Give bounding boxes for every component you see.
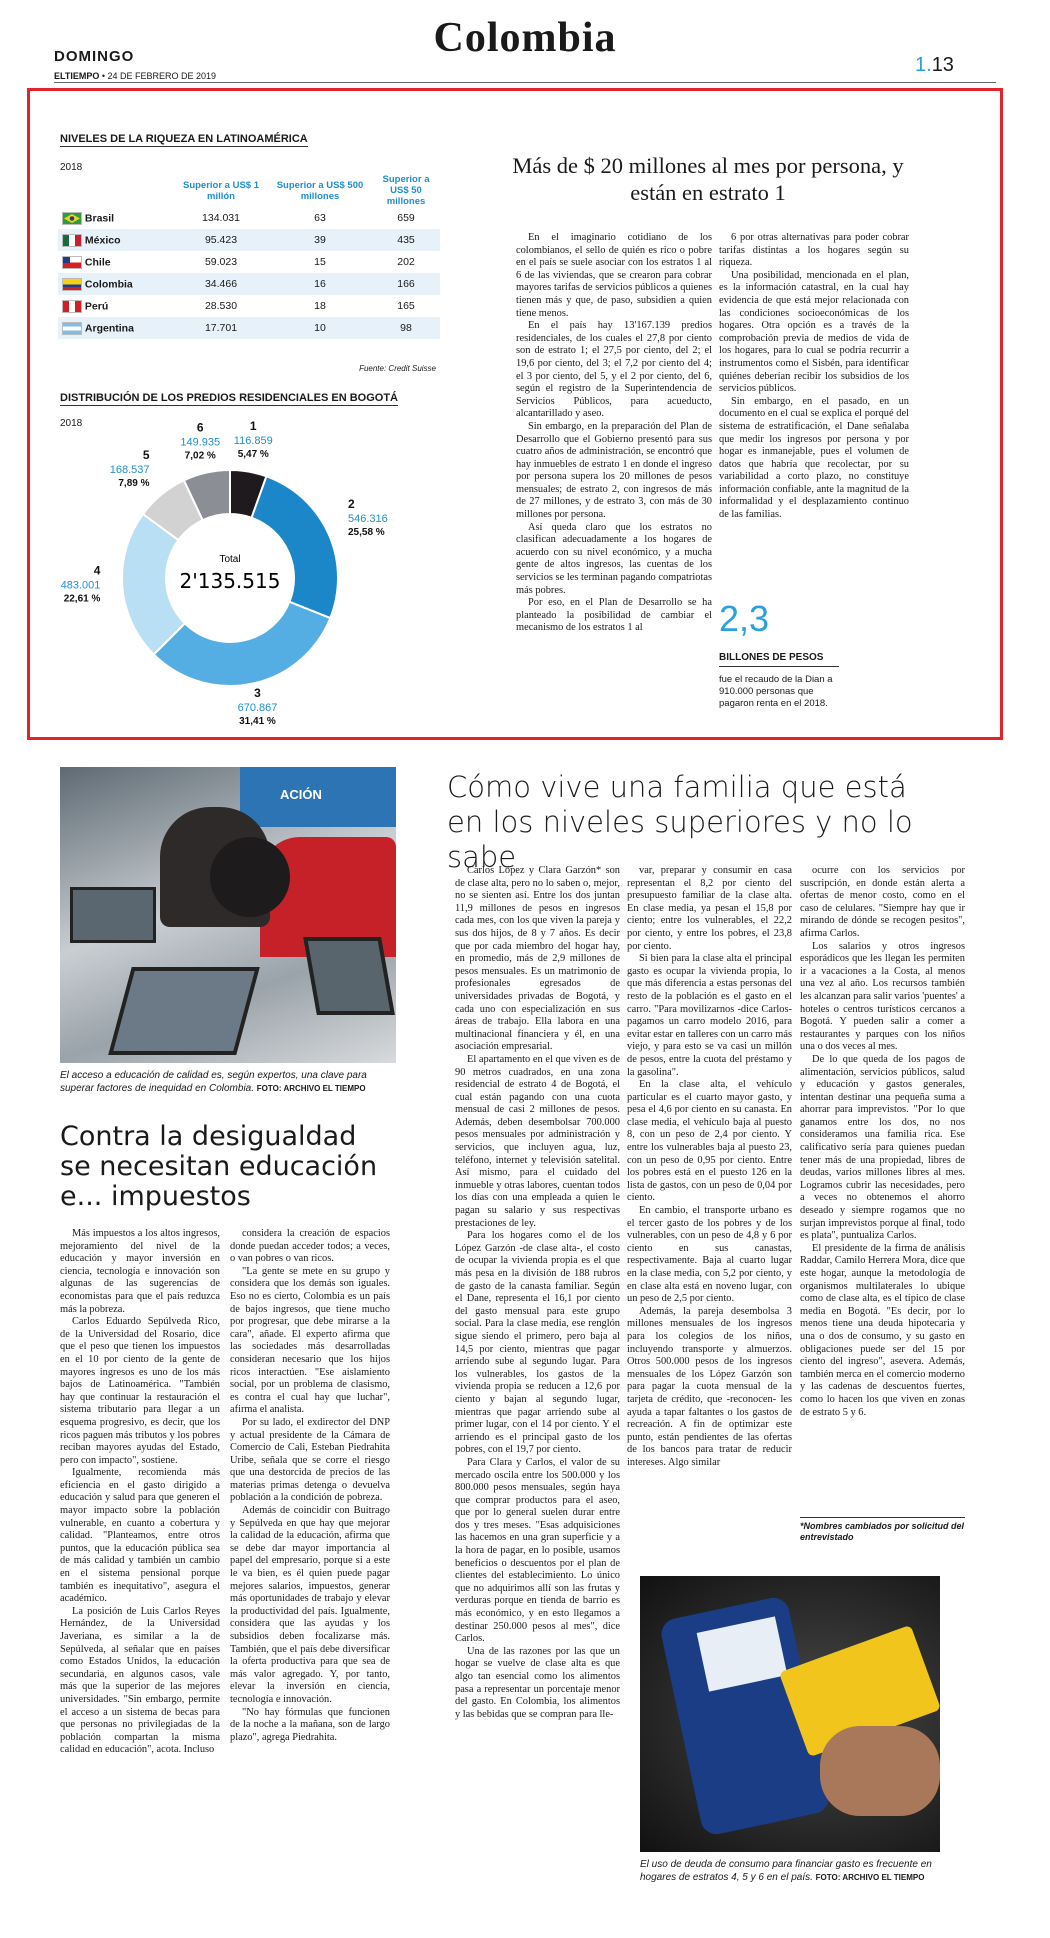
photo2-caption bbox=[640, 1858, 950, 1884]
photo-tablet bbox=[303, 937, 395, 1015]
country-name: Brasil bbox=[84, 211, 115, 224]
colombia-flag-icon bbox=[62, 278, 82, 291]
cell-500m: 63 bbox=[314, 212, 326, 224]
stat-label: BILLONES DE PESOS bbox=[719, 652, 839, 667]
paragraph: Más impuestos a los altos ingresos, mejoramiento del nivel de la educación y mayor inversión en ciencia, tecnología e innovación son algunas de las sugerencias de economistas para que el país reduzca más la pobreza. bbox=[60, 1228, 220, 1315]
cell-1m: 59.023 bbox=[204, 256, 238, 268]
cell-500m: 39 bbox=[268, 229, 372, 251]
page-value: 13 bbox=[931, 54, 954, 76]
cell-500m: 10 bbox=[268, 317, 372, 339]
page-prefix: 1. bbox=[915, 54, 932, 76]
slice-value: 483.001 bbox=[60, 579, 101, 592]
paragraph: Por su lado, el exdirector del DNP y actual presidente de la Cámara de Comercio de Cali, Esteban Piedrahita Uribe, señala que se corre el riesgo que una destorcida de precios de las materias primas detenga o devuelva población a la condición de pobreza. bbox=[230, 1416, 390, 1504]
photo-card-terminal bbox=[640, 1576, 940, 1852]
cell-500m: 15 bbox=[314, 256, 326, 268]
paragraph: En el imaginario cotidiano de los colombianos, el sello de quién es rico o pobre en el país se suele asociar con los estratos 1 al 6 de las viviendas, que se crearon para cobrar mayores tarifas de servicios públicos a quienes tienen más y que, de paso, subsidien a quien tiene menos. bbox=[516, 232, 712, 319]
paragraph: var, preparar y consumir en casa representan el 8,2 por ciento del presupuesto familiar de la clase alta. En clase media, ya pesan el 15,8 por ciento; entre los vulnerables, el 22,2 por ciento, y entre los pobres, el 23,8 por ciento. bbox=[627, 865, 792, 952]
paragraph: Una de las razones por las que un hogar se vuelve de clase alta es que algo tan esencial como los alimentos pasa a representar un porcentaje menor del gasto. En Colombia, los alimentos y las bebidas que se compran para lle- bbox=[455, 1645, 620, 1720]
chart-subtitle: 2018 bbox=[60, 418, 83, 429]
wealth-table-title: NIVELES DE LA RIQUEZA EN LATINOAMÉRICA bbox=[60, 133, 308, 145]
paragraph: Si bien para la clase alta el principal gasto es ocupar la vivienda propia, lo que más diferencia a estas personas del resto de la población es el gasto en el carro. "Para movilizarnos -dice Carlos- pagamos un carro modelo 2016, para evitar estar en talleres con un carro más viejo, y para esto se va casi un millón de pesos, entre la cuota del préstamo y la gasolina". bbox=[627, 953, 792, 1078]
stat-value: 2,3 bbox=[719, 598, 770, 639]
slice-label: 4 bbox=[93, 563, 101, 578]
slice-value: 168.537 bbox=[109, 464, 150, 477]
wealth-table-source: Fuente: Credit Suisse bbox=[359, 364, 436, 373]
story3-column-2 bbox=[627, 865, 792, 1470]
story1-headline: Más de $ 20 millones al mes por persona, y están en estrato 1 bbox=[512, 153, 904, 205]
story3-headline: Cómo vive una familia que está en los niveles superiores y no lo sabe bbox=[447, 770, 913, 874]
paragraph: Así queda claro que los estratos no clasifican adecuadamente a los hogares de acuerdo con su nivel económico, y a mucha gente de altos ingresos, las cuentas de los servicios se les terminan pagando compatriotas más pobres. bbox=[516, 521, 712, 596]
slice-value: 670.867 bbox=[237, 702, 278, 715]
cell-1m: 34.466 bbox=[174, 273, 268, 295]
cell-1m: 95.423 bbox=[174, 229, 268, 251]
paragraph: La posición de Luis Carlos Reyes Hernández, de la Universidad Javeriana, es similar a la de Sepúlveda, al señalar que en países como Estados Unidos, la educación secundaria, en algunos casos, vale más que la superior de las mejores universidades. "Sin embargo, permite el acceso a un sistema de becas para que personas no privilegiadas de la población compartan la misma calidad en educación", acota. Incluso bbox=[60, 1605, 220, 1756]
cell-500m: 18 bbox=[314, 300, 326, 312]
paragraph: De lo que queda de los pagos de alimentación, servicios públicos, salud y educación y gastos generales, intentan destinar una pequeña suma a ahorrar para imprevistos. "Por lo que ganamos entre los dos, no nos consideramos una familia rica. Ese calificativo sería para quienes puedan tener más de una propiedad, libres de deudas, varios millones libres al mes. Logramos cubrir las necesidades, pero a veces no obtenemos el ahorro deseado y siempre rogamos que no surjan imprevistos porque al final, todo es plata", puntualiza Carlos. bbox=[800, 1053, 965, 1242]
mexico-flag-icon bbox=[62, 234, 82, 247]
wealth-table-year: 2018 bbox=[60, 162, 83, 173]
paragraph: Carlos Eduardo Sepúlveda Rico, de la Universidad del Rosario, dice que el peso que tienen los impuestos en el 10 por ciento de la gente de mayores ingresos es uno de los más bajos de Latinoamérica. "También hay que continuar la restauración el sistema tributario para llegar a un esquema progresivo, es decir, que los ricos paguen más tributos y los pobres reciban mayores ayudas del Estado, pero con impacto", sostiene. bbox=[60, 1316, 220, 1466]
photo-person-hair bbox=[210, 837, 290, 917]
slice-percent: 5,47 % bbox=[237, 449, 269, 461]
country-name: México bbox=[84, 233, 121, 246]
slice-percent: 31,41 % bbox=[239, 716, 276, 728]
cell-50m: 166 bbox=[372, 273, 440, 295]
cell-50m: 165 bbox=[397, 300, 415, 312]
donut-slice-3 bbox=[154, 602, 330, 686]
paragraph: "No hay fórmulas que funcionen de la noche a la mañana, son de largo plazo", agrega Piedrahita. bbox=[230, 1706, 390, 1743]
story3-note: *Nombres cambiados por solicitud del entrevistado bbox=[800, 1521, 965, 1542]
photo-tablet bbox=[70, 887, 156, 943]
country-name: Perú bbox=[84, 299, 109, 312]
donut-slice-2 bbox=[252, 476, 338, 618]
masthead-rule bbox=[54, 82, 996, 83]
stat-description: fue el recaudo de la Dian a 910.000 personas que pagaron renta en el 2018. bbox=[719, 674, 833, 709]
header-50m: Superior a US$ 50 millones bbox=[382, 174, 430, 207]
slice-label: 3 bbox=[254, 686, 261, 701]
masthead-day: DOMINGO bbox=[54, 48, 135, 65]
slice-label: 5 bbox=[142, 448, 150, 463]
header-500m: Superior a US$ 500 millones bbox=[276, 179, 364, 202]
slice-percent: 7,89 % bbox=[118, 478, 150, 490]
paragraph: Sin embargo, en la preparación del Plan de Desarrollo que el Gobierno presentó para sus cuatro años de administración, se encontró que hay inmuebles de estrato 1 en donde el ingreso por persona supera los 20 millones de pesos mensuales; de estrato 2, con ingresos de más de 27 millones, y de estrato 3, con más de 30 millones por persona. bbox=[516, 420, 712, 521]
cell-1m: 28.530 bbox=[204, 300, 238, 312]
brand-name: ELTIEMPO bbox=[54, 71, 100, 81]
argentina-flag-icon bbox=[62, 322, 82, 335]
paragraph: considera la creación de espacios donde puedan acceder todos; a veces, o van pobres o van ricos. bbox=[230, 1228, 390, 1265]
table-row bbox=[58, 207, 440, 229]
paragraph: Los salarios y otros ingresos esporádicos que les llegan les permiten ir a vacaciones a la Costa, al menos una vez al año. Los recursos también les alcanzan para salir varios 'puentes' a hoteles o centros turísticos cercanos a Bogotá. Y pueden salir a comer a restaurantes y parques con los niños una o dos veces al mes. bbox=[800, 940, 965, 1053]
paragraph: Igualmente, recomienda más eficiencia en el gasto dirigido a educación y salud para que generen el mayor impacto sobre la población vulnerable, en cuanto a cobertura y calidad. "Planteamos, entre otros puntos, que la educación pública sea de más calidad y también un cambio en el sistema pensional porque también es inequitativo", asegura el académico. bbox=[60, 1467, 220, 1605]
country-name: Chile bbox=[84, 255, 111, 268]
cell-50m: 202 bbox=[397, 256, 415, 268]
cell-1m: 134.031 bbox=[202, 212, 240, 224]
paragraph: Una posibilidad, mencionada en el plan, es la información catastral, en la cual hay evidencia de que está mejor relacionada con las condiciones socioeconómicas de los hogares. Otra opción es a través de la comprobación previa de medios de vida de los hogares, para lo cual se podría recurrir a instrumentos como el Sisbén, para identificar quiénes deberían recibir los subsidios de los servicios públicos. bbox=[719, 269, 909, 395]
story2-column-2 bbox=[230, 1228, 390, 1744]
story1-column-1 bbox=[516, 232, 712, 635]
paragraph: Carlos López y Clara Garzón* son de clase alta, pero no lo saben o, mejor, no se sienten así. Entre los dos juntan 11,9 millones de pesos en ingresos cada mes, con los que viven la pareja y sus dos hijos, de 8 y 7 años. Es decir que por cada miembro del hogar hay, en promedio, más de 2,9 millones de pesos mensuales. Es un matrimonio de profesionales egresados de universidades privadas de Bogotá, y cada uno con especialización en sus áreas de trabajo. Ella labora en una multinacional financiera y él, en una asociación empresarial. bbox=[455, 865, 620, 1053]
slice-label: 1 bbox=[249, 419, 257, 434]
paragraph: El apartamento en el que viven es de 90 metros cuadrados, en una zona residencial de estrato 4 de Bogotá, el cual están pagando con una cuota mensual de casi 2 millones de pesos. Además, deben desembolsar 700.000 pesos mensuales por administración y servicios, que incluyen agua, luz, teléfono, internet y televisión satelital. Así mismo, para el cuidado del inmueble y otras labores, cuentan todos los días con una empleada a quien le pagan su salario y sus respectivas prestaciones de ley. bbox=[455, 1053, 620, 1229]
photo-tablet bbox=[108, 967, 260, 1055]
slice-percent: 22,61 % bbox=[63, 593, 101, 605]
paragraph: ocurre con los servicios por suscripción, en donde están alerta a ofertas de menor costo, como en el caso de celulares. "Siempre hay que ir mirando de dónde se recogen pesitos", afirma Carlos. bbox=[800, 865, 965, 939]
paragraph: En la clase alta, el vehículo particular es el cuarto mayor gasto, y pesa el 4,6 por ciento en su canasta. En clase media, el vehículo baja al puesto 8, con un peso de 2,4 por ciento. Y entre los vulnerables baja al puesto 23, con un peso de 0,95 por ciento. Entre los pobres está en el puesto 126 en la lista de gastos, con un peso de 0,04 por ciento. bbox=[627, 1079, 792, 1204]
story3-note-rule bbox=[800, 1517, 965, 1518]
paragraph: Además de coincidir con Buitrago y Sepúlveda en que hay que mejorar la calidad de la educación, afirma que se debe dar mayor importancia al papel del empresario, porque si a este le va bien, es él quien puede pagar mejores salarios, impuestos, generar más oportunidades de trabajo y elevar la productividad del país. Igualmente, considera que las ayudas y los subsidios deben focalizarse más. También, que el país debe diversificar la oferta productiva para que sea de más valor agregado. Y, por tanto, elevar la inversión en ciencia, tecnología e innovación. bbox=[230, 1505, 390, 1705]
paragraph: Para Clara y Carlos, el valor de su mercado oscila entre los 500.000 y los 800.000 pesos mensuales, según haya que comprar productos para el aseo, que por lo general suelen durar entre dos y tres meses. "Esas adquisiciones las hacemos en una gran superficie y a la hora de pagar, en lo posible, usamos beneficios o descuentos por el plan de clientes del establecimiento. Lo único que no adquirimos allí son las frutas y verduras porque en tienda de barrio es más económico, y en esto llegamos a destinar 250.000 pesos al mes", dice Carlos. bbox=[455, 1456, 620, 1645]
country-name: Colombia bbox=[84, 277, 133, 290]
paragraph: Sin embargo, en el pasado, en un documento en el cual se explica el porqué del sistema de estratificación, el Dane señalaba que medir los ingresos por persona y por hogar es inmanejable, pues el volumen de datos que habría que recolectar, por su variabilidad a corto plazo, no constituye información confiable, ante la magnitud de la informalidad y el desplazamiento continuo de las familias. bbox=[719, 395, 909, 521]
photo-credit: FOTO: ARCHIVO EL TIEMPO bbox=[256, 1084, 366, 1093]
chile-flag-icon bbox=[62, 256, 82, 269]
country-name: Argentina bbox=[84, 321, 134, 334]
slice-value: 546.316 bbox=[347, 513, 388, 526]
donut-center-label: Total bbox=[219, 554, 241, 565]
header-1m: Superior a US$ 1 millón bbox=[182, 179, 260, 202]
photo-hand bbox=[820, 1726, 940, 1816]
cell-50m: 659 bbox=[397, 212, 415, 224]
paragraph: En el país hay 13'167.139 predios residenciales, de los cuales el 27,8 por ciento son de estrato 1; el 27,5 por ciento, del 2; el 19,6 por ciento, del 3; el 7,2 por ciento del 4; el 3 por ciento, del 5, y el 2 por ciento, del 6, según el registro de la Superintendencia de Servicios Públicos, para acueducto, alcantarillado y aseo. bbox=[516, 320, 712, 420]
paragraph: Para los hogares como el de los López Garzón -de clase alta-, el costo de ocupar la vivienda propia es el que más pesa en la división de 188 rubros de gasto de la canasta familiar. Según el Dane, representa el 16,1 por ciento del gasto mensual para este grupo social. Para la clase media, ese renglón sigue siendo el primero, pero baja al 14,5 por ciento, mientras que pagar arriendo sube al segundo lugar. Para los vulnerables, los gastos de la vivienda propia se reducen a 12,6 por ciento y bajan al segundo lugar, mientras que pagar arriendo sube al primer lugar, con el 14 por ciento. Y el arriendo es el principal gasto de los pobres, con el 19,7 por ciento. bbox=[455, 1230, 620, 1456]
table-row bbox=[58, 251, 440, 273]
paragraph: Además, la pareja desembolsa 3 millones mensuales de los ingresos para los colegios de los niños, incluyendo transporte y almuerzos. Otros 500.000 pesos de los ingresos mensuales de los López Garzón son para pagar la cuota mensual de la tarjeta de crédito, que -reconocen- les ayuda a tapar faltantes o los gastos de recreación. A fin de optimizar este punto, están pendientes de las ofertas de los bancos para tratar de reducir intereses. Algo similar bbox=[627, 1305, 792, 1468]
table-row bbox=[58, 317, 440, 339]
paragraph: "La gente se mete en su grupo y considera que los demás son iguales. Eso no es cierto, Colombia es un país de bajos ingresos, que tiene mucho por progresar, que debe mirarse a la cara", añade. El experto afirma que las sociedades más desarrolladas consideran necesario que los hijos ricos interactúen. "Ese aislamiento social, por un problema de clasismo, es contra el cual hay que luchar", afirma el analista. bbox=[230, 1265, 390, 1416]
caption-text: El acceso a educación de calidad es, según expertos, una clave para superar factores de inequidad en Colombia. bbox=[60, 1070, 367, 1094]
slice-label: 2 bbox=[347, 497, 355, 512]
section-title: Colombia bbox=[433, 15, 617, 61]
story3-column-3 bbox=[800, 865, 965, 1419]
cell-50m: 98 bbox=[372, 317, 440, 339]
table-row bbox=[58, 229, 440, 251]
donut-center-value: 2'135.515 bbox=[179, 569, 281, 593]
slice-percent: 7,02 % bbox=[184, 450, 216, 462]
photo1-caption bbox=[60, 1069, 396, 1095]
cell-1m: 17.701 bbox=[174, 317, 268, 339]
story3-column-1 bbox=[455, 865, 620, 1721]
slice-label: 6 bbox=[196, 420, 204, 435]
photo-students-tablets bbox=[60, 767, 396, 1063]
masthead-brand-date bbox=[54, 71, 216, 81]
cell-50m: 435 bbox=[372, 229, 440, 251]
wealth-table bbox=[58, 174, 440, 339]
edition-date: • 24 DE FEBRERO DE 2019 bbox=[99, 71, 217, 81]
paragraph: El presidente de la firma de análisis Raddar, Camilo Herrera Mora, dice que este hogar, aunque la metodología de organismos multilaterales lo ubique como de clase alta, es el típico de clase media en Bogotá. "Es decir, por lo menos tiene una deuda hipotecaria y una o dos de consumo, y su gasto en obligaciones puede ser del 15 por ciento del ingreso", asevera. Además, también merca en el comercio moderno y las cadenas de descuentos fuertes, como lo hacen los que viven en zonas de estrato 5 y 6. bbox=[800, 1242, 965, 1418]
cell-500m: 16 bbox=[268, 273, 372, 295]
table-row bbox=[58, 273, 440, 295]
caption-text: El uso de deuda de consumo para financiar gasto es frecuente en hogares de estratos 4, 5 y 6 en el país. bbox=[640, 1859, 932, 1883]
table-row bbox=[58, 295, 440, 317]
wealth-table-header-row bbox=[58, 174, 440, 207]
page-number bbox=[915, 54, 954, 77]
slice-value: 149.935 bbox=[180, 436, 221, 449]
story2-column-1 bbox=[60, 1228, 220, 1757]
peru-flag-icon bbox=[62, 300, 82, 313]
brazil-flag-icon bbox=[62, 212, 82, 225]
slice-percent: 25,58 % bbox=[347, 527, 385, 539]
paragraph: Por eso, en el Plan de Desarrollo se ha planteado la posibilidad de cambiar el mecanismo de los estratos 1 al bbox=[516, 597, 712, 634]
photo-sign-text: ACIÓN bbox=[280, 787, 322, 802]
slice-value: 116.859 bbox=[233, 435, 273, 448]
chart-title: DISTRIBUCIÓN DE LOS PREDIOS RESIDENCIALES EN BOGOTÁ bbox=[60, 392, 398, 404]
paragraph: En cambio, el transporte urbano es el tercer gasto de los pobres y de los vulnerables, con un peso de 4,8 y 6 por ciento en sus canastas, respectivamente. Baja al cuarto lugar en la clase media, con 5,2 por ciento, y en clase alta está en noveno lugar, con un peso de 2,5 por ciento. bbox=[627, 1205, 792, 1305]
story2-headline: Contra la desigualdad se necesitan educación e... impuestos bbox=[60, 1121, 378, 1212]
photo-credit: FOTO: ARCHIVO EL TIEMPO bbox=[815, 1873, 925, 1882]
story1-column-2 bbox=[719, 232, 909, 522]
paragraph: 6 por otras alternativas para poder cobrar tarifas distintas a los hogares según su riqueza. bbox=[719, 232, 909, 269]
